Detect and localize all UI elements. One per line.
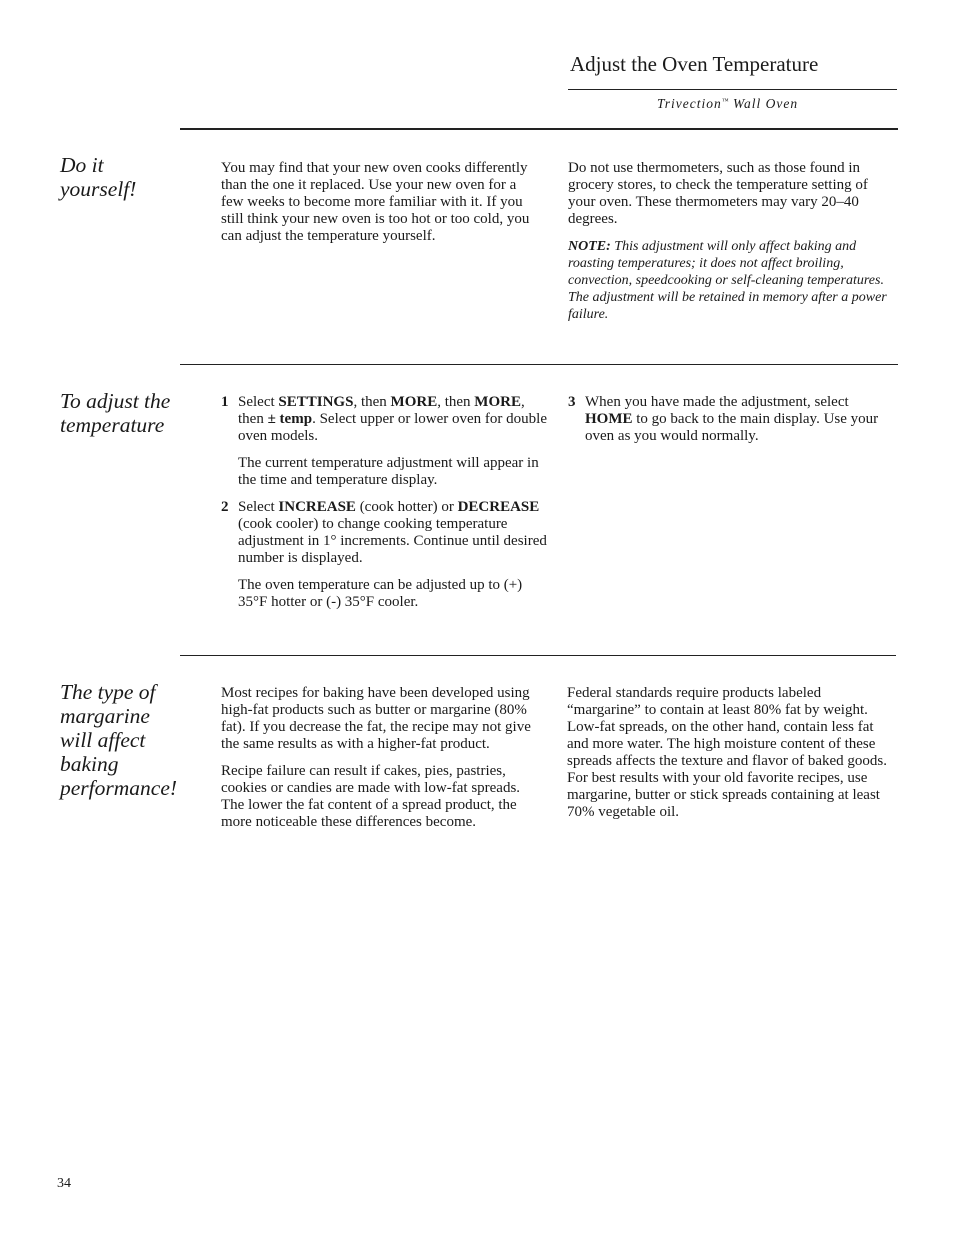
step-number: 3 [568,394,576,410]
margarine-right-column [567,685,892,831]
federal-standards-paragraph: Federal standards require products labeled “margarine” to contain at least 80% fat by weight. Low-fat spreads, on the other hand, contain less fat and more water. The high moisture content of these spreads affects the texture and flavor of baked goods. For best results with your old favorite recipes, use margarine, butter or stick spreads containing at least 70% vegetable oil. [567,685,888,820]
note-label: NOTE: [568,239,611,254]
section-title-adjust-temperature: To adjust the temperature [60,389,171,437]
step-1-detail: The current temperature adjustment will appear in the time and temperature display. [238,455,539,488]
section-title-margarine: The type of margarine will affect baking performance! [60,680,178,800]
page-title: Adjust the Oven Temperature [570,52,819,76]
page-number: 34 [57,1176,71,1191]
increase-key-label: INCREASE [278,499,356,515]
step-text: Select [238,499,279,515]
step-text: , then [353,394,391,410]
step-text: Select [238,394,279,410]
do-it-yourself-left-column [221,160,539,255]
home-key-label: HOME [585,411,633,427]
step-3 [568,394,893,445]
step-2-detail: The oven temperature can be adjusted up to (+) 35°F hotter or (-) 35°F cooler. [238,577,523,610]
step-number: 1 [221,394,229,410]
step-text: When you have made the adjustment, select [585,394,849,410]
temp-key-label: ± temp [267,411,313,427]
product-subtitle [657,96,798,112]
subtitle-product: Wall Oven [728,96,799,111]
step-text: , then [238,394,525,427]
step-number: 2 [221,499,229,515]
intro-paragraph: You may find that your new oven cooks differently than the one it replaced. Use your new oven for a few weeks to become more familiar with it. If you still think your new oven is too hot or too cold, you can adjust the temperature yourself. [221,160,530,244]
thermometer-paragraph: Do not use thermometers, such as those found in grocery stores, to check the temperature setting of your oven. These thermometers may vary 20–40 degrees. [568,160,868,227]
step-text: to go back to the main display. Use your oven as you would normally. [585,411,879,444]
step-text: , then [437,394,475,410]
note-text: This adjustment will only affect baking and roasting temperatures; it does not affect broiling, convection, speedcooking or self-cleaning temperatures. The adjustment will be retained in memory after a power failure. [568,239,887,322]
section-divider-top [180,128,898,130]
settings-key-label: SETTINGS [278,394,354,410]
subtitle-brand: Trivection [657,96,722,111]
step-2 [221,499,551,567]
margarine-left-column [221,685,539,841]
step-1 [221,394,551,445]
adjust-steps-left-column [221,394,551,621]
margarine-paragraph-2: Recipe failure can result if cakes, pies, pastries, cookies or candies are made with low-fat spreads. The lower the fat content of a spread product, the more noticeable these differences become. [221,763,521,830]
note-paragraph [568,238,893,323]
margarine-paragraph-1: Most recipes for baking have been developed using high-fat products such as butter or margarine (80% fat). If you decrease the fat, the recipe may not give the same results as with a higher-fat product. [221,685,531,752]
step-text: (cook cooler) to change cooking temperature adjustment in 1° increments. Continue until desired number is displayed. [238,516,547,566]
section-divider-2 [180,364,898,365]
section-title-do-it-yourself: Do it yourself! [60,153,137,201]
adjust-steps-right-column [568,394,893,455]
decrease-key-label: DECREASE [457,499,540,515]
header-divider [568,89,897,90]
section-divider-3 [180,655,896,656]
step-text: (cook hotter) or [355,499,458,515]
do-it-yourself-right-column [568,160,893,323]
trademark-mark: ™ [721,97,729,105]
more-key-label: MORE [474,394,521,410]
more-key-label: MORE [390,394,438,410]
step-text: . Select upper or lower oven for double oven models. [238,411,547,444]
